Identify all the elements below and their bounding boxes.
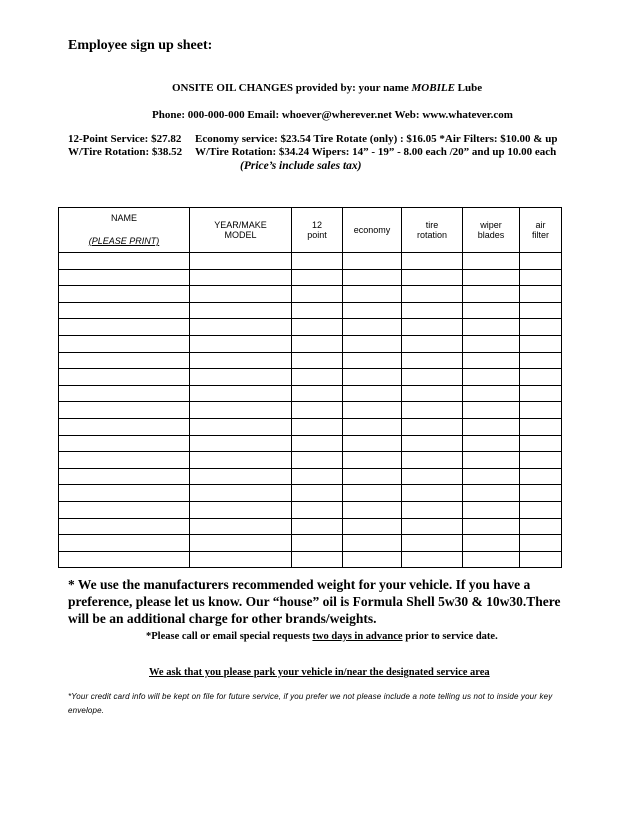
table-row (59, 418, 562, 435)
header-air: air (535, 220, 546, 230)
header-filter: filter (531, 230, 549, 240)
cell-12-point[interactable] (292, 269, 343, 286)
cell-economy[interactable] (343, 551, 402, 568)
cell-air-filter[interactable] (520, 452, 562, 469)
oil-weight-note: * We use the manufacturers recommended weight for your vehicle. If you have a preference, please let us know. Our “house” oil is Formula Shell 5w30 & 10w30.There will be an additional charge for other brands/weights. (68, 577, 561, 626)
header-name-sub: (PLEASE PRINT) (88, 236, 160, 246)
table-header-row (59, 208, 562, 253)
call-suffix: prior to service date. (402, 631, 498, 642)
cell-economy[interactable] (343, 286, 402, 303)
cell-wiper-blades[interactable] (463, 468, 520, 485)
cell-air-filter[interactable] (520, 468, 562, 485)
cell-wiper-blades[interactable] (463, 485, 520, 502)
cell-air-filter[interactable] (520, 535, 562, 552)
header-name (59, 208, 190, 253)
cell-economy[interactable] (343, 468, 402, 485)
cell-year-make-model[interactable] (190, 402, 292, 419)
cell-12-point[interactable] (292, 485, 343, 502)
contact-line: Phone: 000-000-000 Email: whoever@wherever.net Web: www.whatever.com (152, 109, 513, 121)
cell-12-point[interactable] (292, 286, 343, 303)
provider-prefix: ONSITE OIL CHANGES provided by: your name (172, 82, 412, 94)
cell-year-make-model[interactable] (190, 535, 292, 552)
cell-12-point[interactable] (292, 369, 343, 386)
cell-wiper-blades[interactable] (463, 269, 520, 286)
cell-year-make-model[interactable] (190, 335, 292, 352)
header-economy (343, 208, 402, 253)
provider-suffix: Lube (454, 82, 483, 94)
cell-name[interactable] (59, 335, 190, 352)
cell-name[interactable] (59, 485, 190, 502)
cell-wiper-blades[interactable] (463, 435, 520, 452)
cell-economy[interactable] (343, 385, 402, 402)
signup-table (58, 207, 562, 568)
cell-year-make-model[interactable] (190, 452, 292, 469)
header-year-make: YEAR/MAKE (214, 220, 267, 230)
cell-tire-rotation[interactable] (402, 352, 463, 369)
provider-name: MOBILE (411, 82, 455, 94)
cell-economy[interactable] (343, 402, 402, 419)
header-year-make-model (190, 208, 292, 253)
price-12-point: 12-Point Service: $27.82 (68, 133, 182, 145)
price-economy-tire-rotation-line: W/Tire Rotation: $34.24 Wipers: 14” - 19” - 8.00 each /20” and up 10.00 each (195, 146, 557, 158)
table-row (59, 468, 562, 485)
cell-name[interactable] (59, 518, 190, 535)
cell-name[interactable] (59, 468, 190, 485)
cell-name[interactable] (59, 452, 190, 469)
cell-air-filter[interactable] (520, 352, 562, 369)
cell-wiper-blades[interactable] (463, 402, 520, 419)
cell-year-make-model[interactable] (190, 286, 292, 303)
cell-year-make-model[interactable] (190, 485, 292, 502)
table-row (59, 319, 562, 336)
cell-name[interactable] (59, 269, 190, 286)
cell-tire-rotation[interactable] (402, 369, 463, 386)
cell-economy[interactable] (343, 369, 402, 386)
cell-wiper-blades[interactable] (463, 418, 520, 435)
cell-12-point[interactable] (292, 352, 343, 369)
cell-year-make-model[interactable] (190, 302, 292, 319)
table-row (59, 352, 562, 369)
cell-air-filter[interactable] (520, 286, 562, 303)
cell-name[interactable] (59, 352, 190, 369)
cell-economy[interactable] (343, 501, 402, 518)
header-wiper-blades (463, 208, 520, 253)
credit-card-note: *Your credit card info will be kept on file for future service, if you prefer we not please include a note telling us not to inside your key envelope. (68, 692, 553, 715)
header-rotation: rotation (416, 230, 448, 240)
table-row (59, 535, 562, 552)
table-row (59, 452, 562, 469)
cell-air-filter[interactable] (520, 302, 562, 319)
header-12: 12 (311, 220, 322, 230)
cell-year-make-model[interactable] (190, 352, 292, 369)
cell-year-make-model[interactable] (190, 253, 292, 270)
cell-economy[interactable] (343, 253, 402, 270)
table-row (59, 518, 562, 535)
provider-line (172, 82, 482, 94)
cell-tire-rotation[interactable] (402, 418, 463, 435)
cell-economy[interactable] (343, 352, 402, 369)
cell-tire-rotation[interactable] (402, 253, 463, 270)
cell-12-point[interactable] (292, 319, 343, 336)
cell-wiper-blades[interactable] (463, 352, 520, 369)
cell-tire-rotation[interactable] (402, 269, 463, 286)
price-economy-line: Economy service: $23.54 Tire Rotate (only) : $16.05 *Air Filters: $10.00 & up (195, 133, 558, 145)
cell-year-make-model[interactable] (190, 518, 292, 535)
cell-12-point[interactable] (292, 385, 343, 402)
cell-wiper-blades[interactable] (463, 551, 520, 568)
table-row (59, 435, 562, 452)
cell-12-point[interactable] (292, 418, 343, 435)
table-row (59, 385, 562, 402)
call-deadline: two days in advance (312, 631, 403, 642)
cell-12-point[interactable] (292, 501, 343, 518)
cell-economy[interactable] (343, 535, 402, 552)
cell-air-filter[interactable] (520, 551, 562, 568)
cell-air-filter[interactable] (520, 485, 562, 502)
cell-economy[interactable] (343, 269, 402, 286)
header-economy-label: economy (353, 225, 391, 235)
cell-air-filter[interactable] (520, 269, 562, 286)
cell-wiper-blades[interactable] (463, 302, 520, 319)
cell-air-filter[interactable] (520, 435, 562, 452)
cell-tire-rotation[interactable] (402, 452, 463, 469)
cell-air-filter[interactable] (520, 402, 562, 419)
price-12-point-tire-rotation: W/Tire Rotation: $38.52 (68, 146, 183, 158)
cell-12-point[interactable] (292, 535, 343, 552)
cell-economy[interactable] (343, 418, 402, 435)
cell-tire-rotation[interactable] (402, 319, 463, 336)
cell-air-filter[interactable] (520, 253, 562, 270)
cell-year-make-model[interactable] (190, 501, 292, 518)
cell-year-make-model[interactable] (190, 369, 292, 386)
cell-tire-rotation[interactable] (402, 402, 463, 419)
cell-tire-rotation[interactable] (402, 485, 463, 502)
cell-name[interactable] (59, 319, 190, 336)
cell-tire-rotation[interactable] (402, 385, 463, 402)
cell-wiper-blades[interactable] (463, 535, 520, 552)
cell-economy[interactable] (343, 435, 402, 452)
cell-air-filter[interactable] (520, 335, 562, 352)
cell-12-point[interactable] (292, 518, 343, 535)
cell-name[interactable] (59, 286, 190, 303)
cell-name[interactable] (59, 385, 190, 402)
cell-air-filter[interactable] (520, 501, 562, 518)
cell-name[interactable] (59, 302, 190, 319)
header-point: point (307, 230, 327, 240)
cell-tire-rotation[interactable] (402, 335, 463, 352)
cell-economy[interactable] (343, 485, 402, 502)
cell-air-filter[interactable] (520, 369, 562, 386)
cell-economy[interactable] (343, 335, 402, 352)
cell-wiper-blades[interactable] (463, 518, 520, 535)
cell-tire-rotation[interactable] (402, 286, 463, 303)
cell-air-filter[interactable] (520, 518, 562, 535)
page-title: Employee sign up sheet: (68, 38, 213, 53)
cell-name[interactable] (59, 369, 190, 386)
cell-wiper-blades[interactable] (463, 385, 520, 402)
table-row (59, 302, 562, 319)
cell-12-point[interactable] (292, 335, 343, 352)
cell-tire-rotation[interactable] (402, 518, 463, 535)
cell-economy[interactable] (343, 518, 402, 535)
table-row (59, 253, 562, 270)
cell-12-point[interactable] (292, 551, 343, 568)
cell-wiper-blades[interactable] (463, 286, 520, 303)
cell-economy[interactable] (343, 319, 402, 336)
cell-year-make-model[interactable] (190, 385, 292, 402)
cell-year-make-model[interactable] (190, 269, 292, 286)
cell-12-point[interactable] (292, 302, 343, 319)
cell-tire-rotation[interactable] (402, 501, 463, 518)
cell-year-make-model[interactable] (190, 551, 292, 568)
cell-wiper-blades[interactable] (463, 335, 520, 352)
header-tire: tire (425, 220, 439, 230)
table-row (59, 501, 562, 518)
table-row (59, 286, 562, 303)
parking-note: We ask that you please park your vehicle in/near the designated service area (149, 667, 490, 678)
cell-air-filter[interactable] (520, 385, 562, 402)
cell-tire-rotation[interactable] (402, 302, 463, 319)
cell-wiper-blades[interactable] (463, 452, 520, 469)
cell-wiper-blades[interactable] (463, 501, 520, 518)
cell-wiper-blades[interactable] (463, 369, 520, 386)
cell-name[interactable] (59, 501, 190, 518)
cell-wiper-blades[interactable] (463, 319, 520, 336)
cell-year-make-model[interactable] (190, 468, 292, 485)
table-row (59, 402, 562, 419)
header-blades: blades (477, 230, 505, 240)
cell-wiper-blades[interactable] (463, 253, 520, 270)
table-row (59, 551, 562, 568)
table-row (59, 269, 562, 286)
cell-name[interactable] (59, 535, 190, 552)
tax-note: (Price’s include sales tax) (240, 160, 362, 172)
header-name-label: NAME (110, 213, 137, 223)
cell-year-make-model[interactable] (190, 319, 292, 336)
cell-12-point[interactable] (292, 253, 343, 270)
cell-economy[interactable] (343, 452, 402, 469)
cell-year-make-model[interactable] (190, 435, 292, 452)
header-12-point (292, 208, 343, 253)
cell-name[interactable] (59, 551, 190, 568)
header-air-filter (520, 208, 562, 253)
header-model: MODEL (224, 230, 257, 240)
call-ahead-note (146, 631, 498, 642)
cell-name[interactable] (59, 435, 190, 452)
cell-name[interactable] (59, 418, 190, 435)
cell-tire-rotation[interactable] (402, 551, 463, 568)
cell-tire-rotation[interactable] (402, 435, 463, 452)
table-row (59, 369, 562, 386)
cell-tire-rotation[interactable] (402, 468, 463, 485)
cell-air-filter[interactable] (520, 418, 562, 435)
cell-economy[interactable] (343, 302, 402, 319)
cell-12-point[interactable] (292, 402, 343, 419)
header-tire-rotation (402, 208, 463, 253)
cell-air-filter[interactable] (520, 319, 562, 336)
table-row (59, 335, 562, 352)
header-wiper: wiper (480, 220, 502, 230)
cell-name[interactable] (59, 253, 190, 270)
cell-name[interactable] (59, 402, 190, 419)
call-prefix: *Please call or email special requests (146, 631, 313, 642)
cell-tire-rotation[interactable] (402, 535, 463, 552)
table-row (59, 485, 562, 502)
cell-12-point[interactable] (292, 452, 343, 469)
cell-12-point[interactable] (292, 468, 343, 485)
cell-year-make-model[interactable] (190, 418, 292, 435)
cell-12-point[interactable] (292, 435, 343, 452)
